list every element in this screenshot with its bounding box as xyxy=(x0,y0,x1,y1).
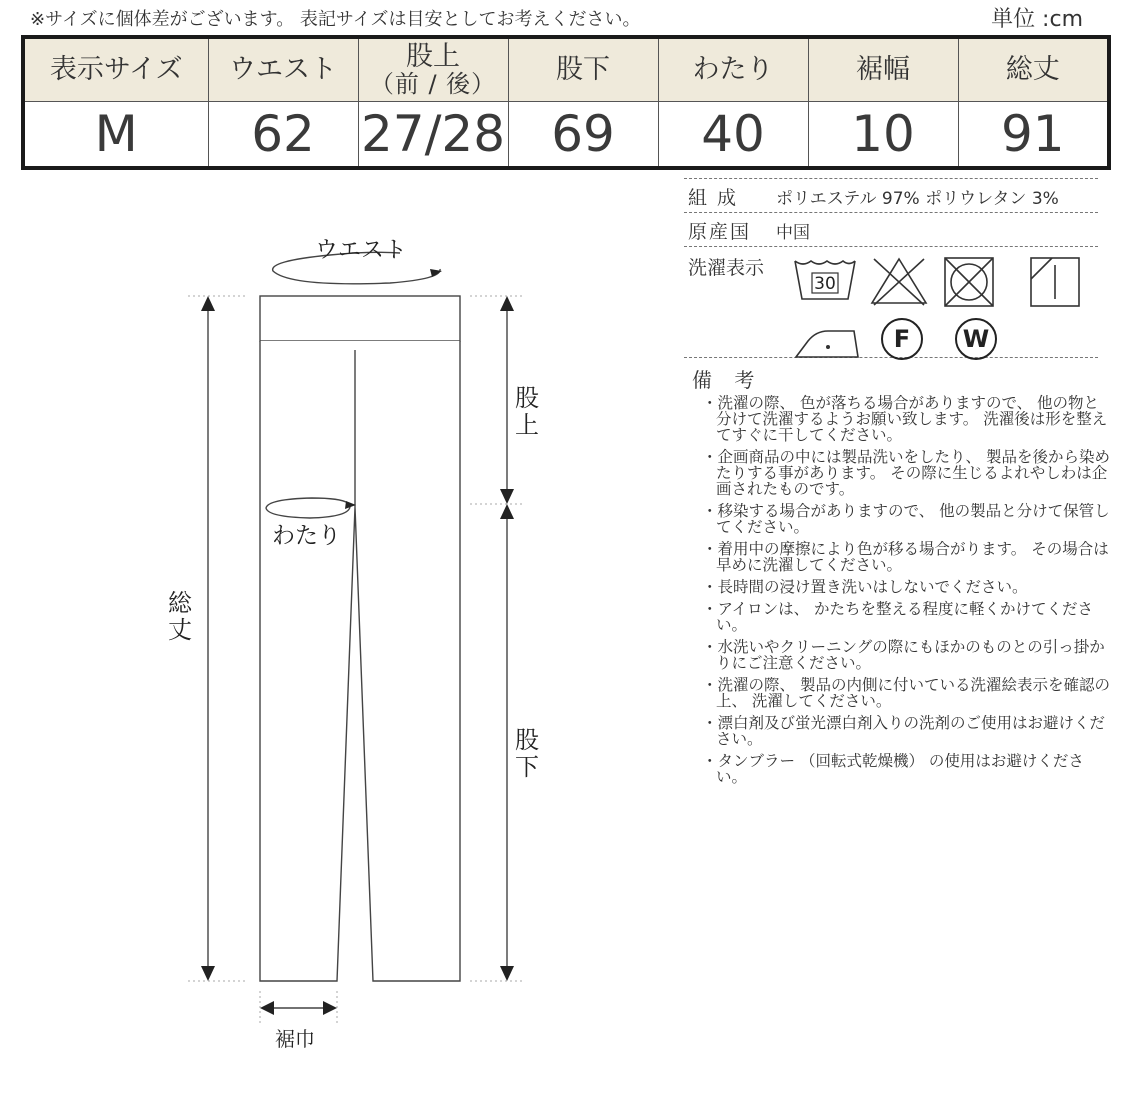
list-item: ・ 移染する場合がありますので、 他の製品と分けて保管してください。 xyxy=(702,503,1112,535)
list-item: ・ 漂白剤及び蛍光漂白剤入りの洗剤のご使用はお避けください。 xyxy=(702,715,1112,747)
cell-length: 91 xyxy=(958,102,1109,169)
origin-value: 中国 xyxy=(776,223,811,243)
header-inseam: 股下 xyxy=(508,37,658,102)
total-length-label: 総丈 xyxy=(168,589,192,644)
hem-width-label: 裾巾 xyxy=(275,1027,315,1051)
size-disclaimer: ※サイズに個体差がございます。 表記サイズは目安としてお考えください。 xyxy=(30,9,641,30)
header-thigh: わたり xyxy=(658,37,808,102)
cell-rise: 27/28 xyxy=(358,102,508,169)
size-table-header-row xyxy=(23,37,1109,102)
header-rise-sub: （前 / 後） xyxy=(369,69,497,98)
composition-row xyxy=(684,179,1098,212)
product-info-panel xyxy=(684,178,1110,791)
header-rise-main: 股上 xyxy=(406,41,460,73)
no-bleach-icon xyxy=(868,255,930,309)
origin-row xyxy=(684,213,1098,246)
header-size: 表示サイズ xyxy=(23,37,208,102)
composition-label: 組 成 xyxy=(688,187,739,209)
cell-waist: 62 xyxy=(208,102,358,169)
list-item: ・ 企画商品の中には製品洗いをしたり、 製品を後から染めたりする事があります。 その際に生じるよれやしわは企画されたものです。 xyxy=(702,449,1112,497)
size-table xyxy=(21,35,1111,170)
wash-30-icon xyxy=(792,255,858,309)
pants-outline-illustration xyxy=(140,225,560,1065)
thigh-label: わたり xyxy=(272,523,341,549)
waist-label: ウエスト xyxy=(315,237,407,263)
pants-measurement-diagram xyxy=(140,225,560,1065)
list-item: ・ タンブラー （回転式乾燥機） の使用はお避けください。 xyxy=(702,753,1112,785)
unit-label: 単位 :cm xyxy=(991,7,1083,32)
origin-label: 原産国 xyxy=(688,221,752,243)
iron-low-icon xyxy=(792,323,862,363)
dry-clean-f-icon xyxy=(878,315,926,363)
list-item: ・ アイロンは、 かたちを整える程度に軽くかけてください。 xyxy=(702,601,1112,633)
list-item: ・ 水洗いやクリーニングの際にもほかのものとの引っ掛かりにご注意ください。 xyxy=(702,639,1112,671)
remarks-list xyxy=(684,395,1112,785)
wet-clean-w-icon xyxy=(952,315,1000,363)
no-tumble-dry-icon xyxy=(942,255,996,309)
dry-clean-f-letter: F xyxy=(893,325,911,353)
care-label: 洗濯表示 xyxy=(688,257,765,279)
list-item: ・ 洗濯の際、 製品の内側に付いている洗濯絵表示を確認の上、 洗濯してください。 xyxy=(702,677,1112,709)
composition-value: ポリエステル 97% ポリウレタン 3% xyxy=(776,189,1059,209)
header-waist: ウエスト xyxy=(208,37,358,102)
care-row xyxy=(684,247,1098,357)
wet-clean-w-letter: W xyxy=(962,325,990,353)
cell-hem: 10 xyxy=(808,102,958,169)
inseam-label: 股下 xyxy=(515,726,539,781)
rise-label: 股上 xyxy=(515,384,539,439)
header-hem: 裾幅 xyxy=(808,37,958,102)
list-item: ・ 洗濯の際、 色が落ちる場合がありますので、 他の物と分けて洗濯するようお願い致します。 洗濯後は形を整えてすぐに干してください。 xyxy=(702,395,1112,443)
list-item: ・ 長時間の浸け置き洗いはしないでください。 xyxy=(702,579,1112,595)
list-item: ・ 着用中の摩擦により色が移る場合がります。 その場合は早めに洗濯してください。 xyxy=(702,541,1112,573)
line-dry-shade-icon xyxy=(1028,255,1082,309)
cell-size: M xyxy=(23,102,208,169)
care-symbols xyxy=(792,255,1092,359)
cell-inseam: 69 xyxy=(508,102,658,169)
remarks-title: 備 考 xyxy=(692,368,763,392)
wash-temp: 30 xyxy=(814,274,836,294)
cell-thigh: 40 xyxy=(658,102,808,169)
table-row xyxy=(23,102,1109,169)
header-length: 総丈 xyxy=(958,37,1109,102)
header-rise xyxy=(358,37,508,102)
